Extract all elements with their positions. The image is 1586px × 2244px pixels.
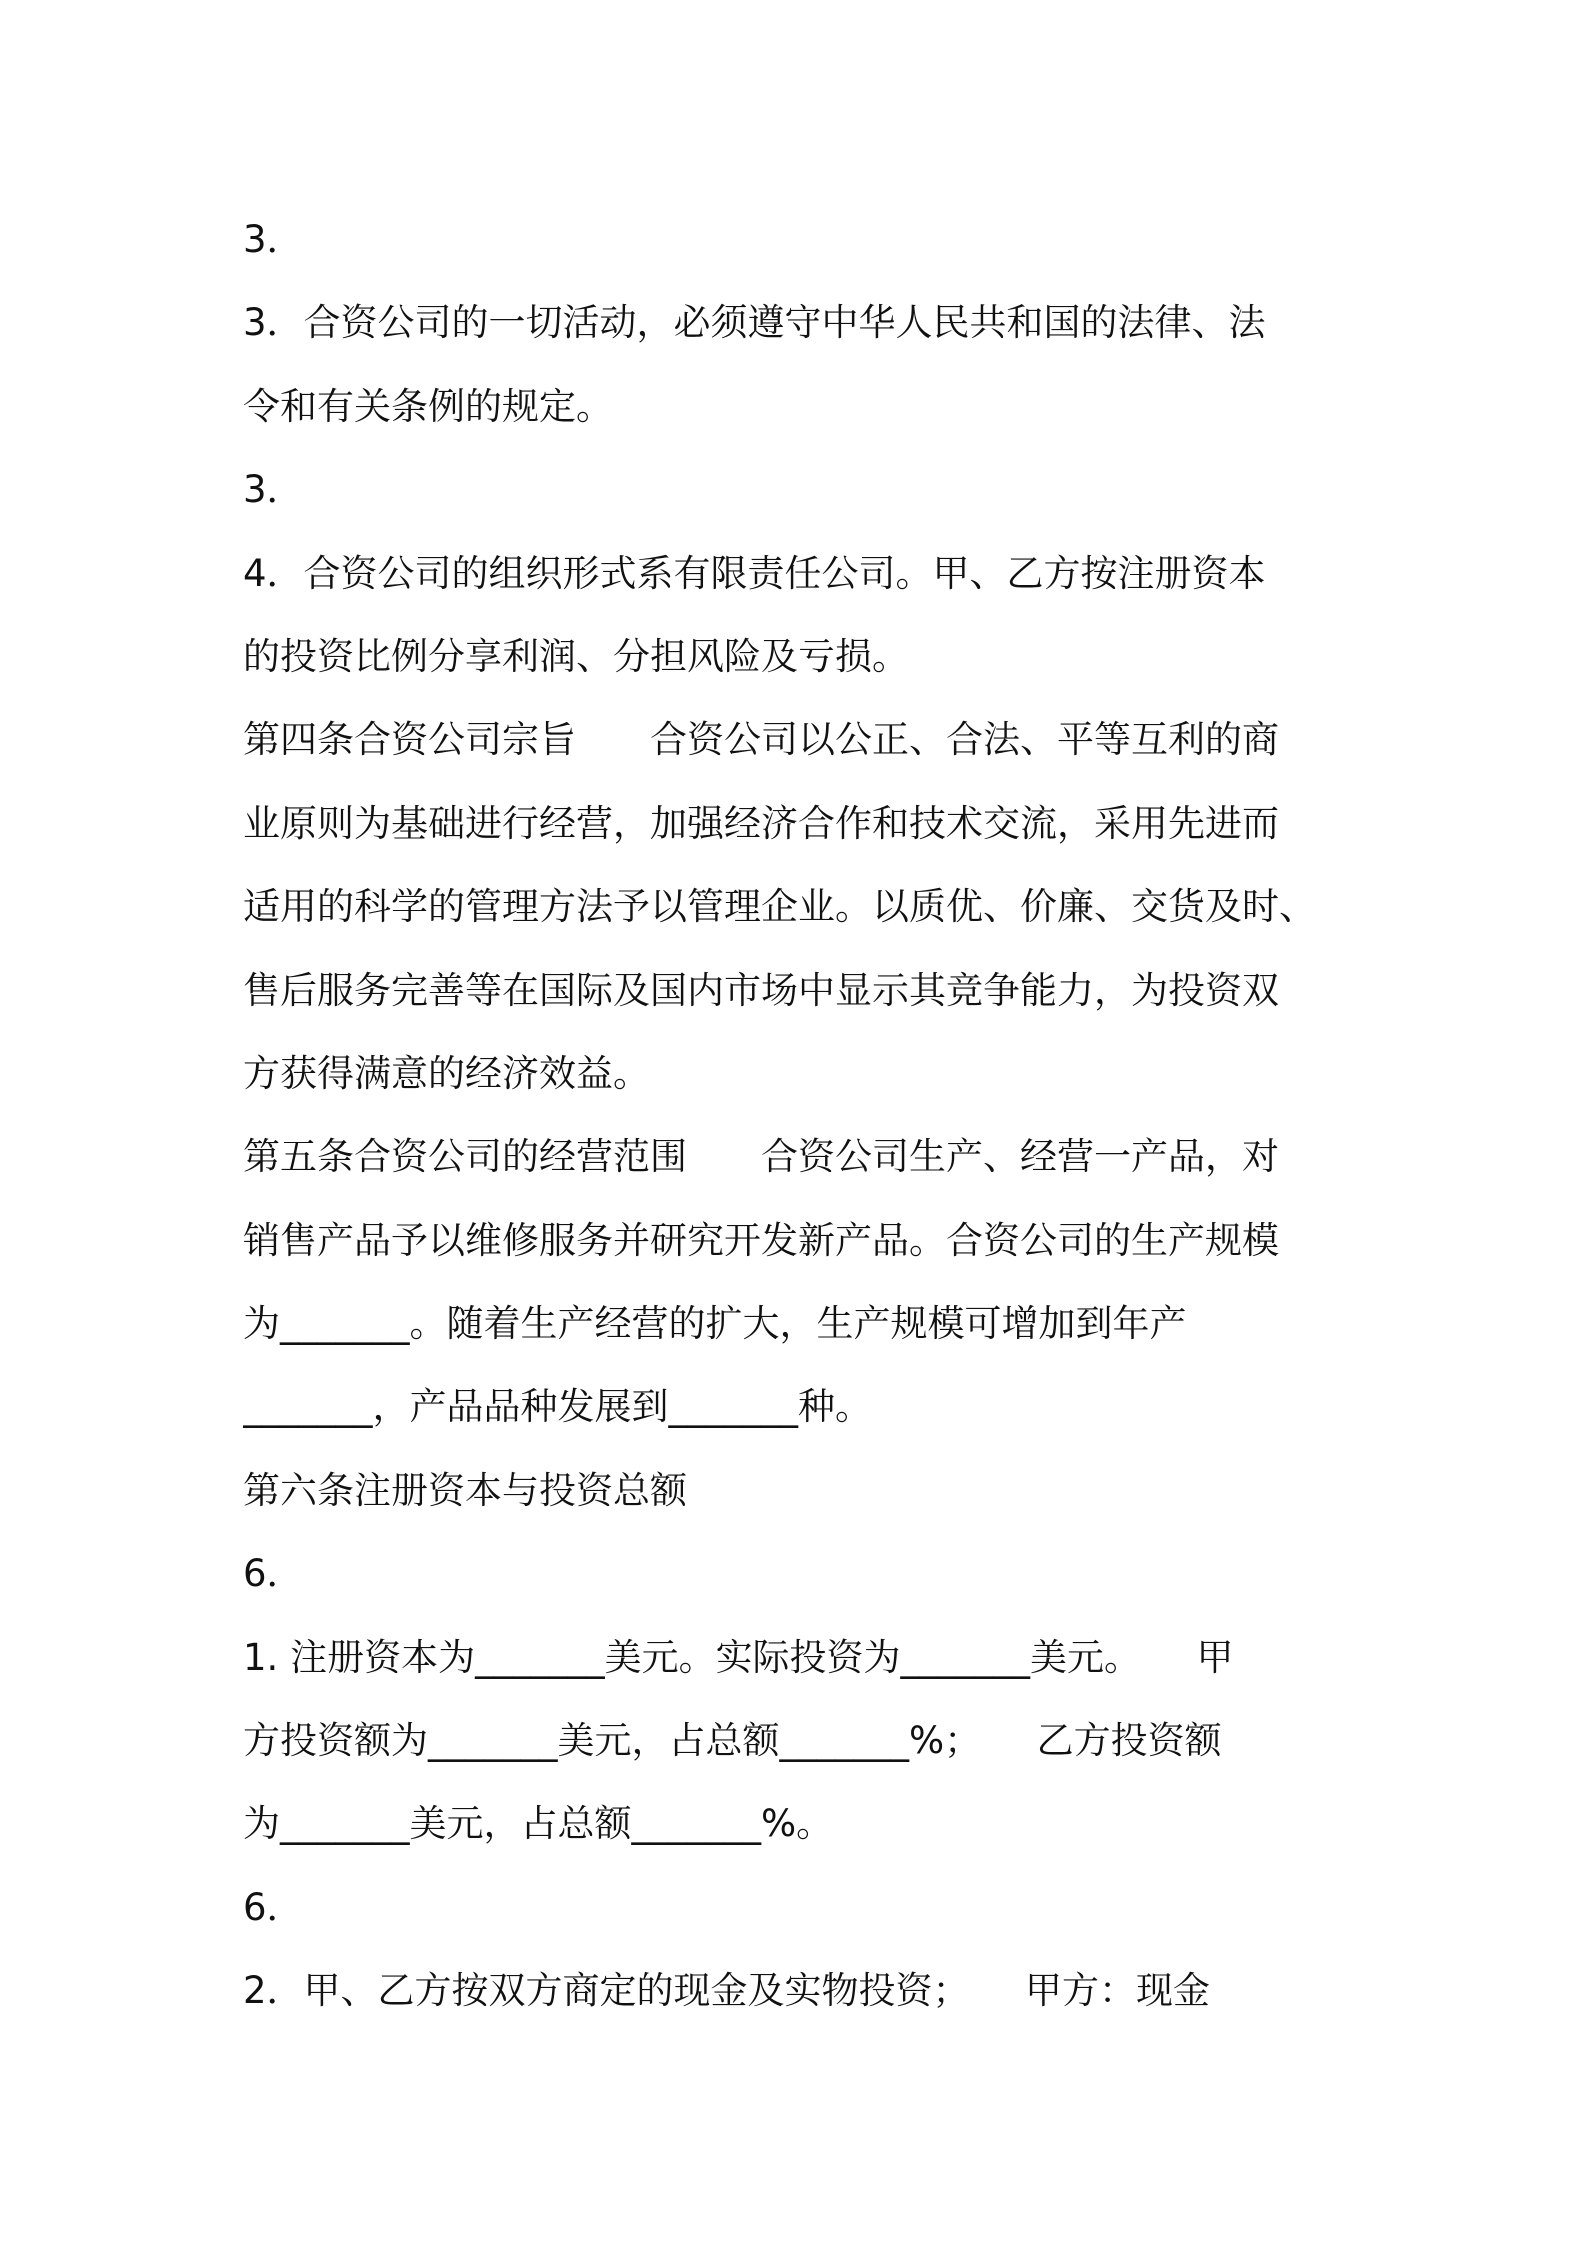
text-line-11: 方获得满意的经济效益。 <box>243 1051 650 1095</box>
text-line-9: 适用的科学的管理方法予以管理企业。以质优、价廉、交货及时、 <box>243 885 1316 929</box>
text-line-20: 为_______美元，占总额_______%。 <box>243 1802 834 1846</box>
text-line-13: 销售产品予以维修服务并研究开发新产品。合资公司的生产规模 <box>243 1218 1279 1262</box>
text-line-1: 3． <box>243 218 304 261</box>
text-line-2: 3．合资公司的一切活动，必须遵守中华人民共和国的法律、法 <box>243 301 1266 345</box>
text-line-17: 6． <box>243 1552 304 1596</box>
text-line-21: 6． <box>243 1885 304 1929</box>
text-line-10: 售后服务完善等在国际及国内市场中显示其竞争能力，为投资双 <box>243 968 1279 1012</box>
document-body <box>243 198 1353 2033</box>
text-line-14: 为_______。随着生产经营的扩大，生产规模可增加到年产 <box>243 1302 1187 1346</box>
text-line-19: 方投资额为_______美元，占总额_______%； 乙方投资额 <box>243 1719 1222 1763</box>
text-line-12: 第五条合资公司的经营范围 合资公司生产、经营一产品，对 <box>243 1135 1279 1179</box>
text-line-5: 4．合资公司的组织形式系有限责任公司。甲、乙方按注册资本 <box>243 551 1266 595</box>
text-line-22: 2．甲、乙方按双方商定的现金及实物投资； 甲方：现金 <box>243 1969 1211 2013</box>
text-line-6: 的投资比例分享利润、分担风险及亏损。 <box>243 634 909 678</box>
text-line-3: 令和有关条例的规定。 <box>243 384 613 428</box>
text-line-7: 第四条合资公司宗旨 合资公司以公正、合法、平等互利的商 <box>243 718 1279 762</box>
text-line-4: 3． <box>243 468 304 512</box>
text-line-8: 业原则为基础进行经营，加强经济合作和技术交流，采用先进而 <box>243 801 1279 845</box>
text-line-16: 第六条注册资本与投资总额 <box>243 1468 687 1512</box>
text-line-15: _______，产品品种发展到_______种。 <box>243 1385 872 1429</box>
text-line-18: 1. 注册资本为_______美元。实际投资为_______美元。 甲 <box>243 1635 1234 1679</box>
